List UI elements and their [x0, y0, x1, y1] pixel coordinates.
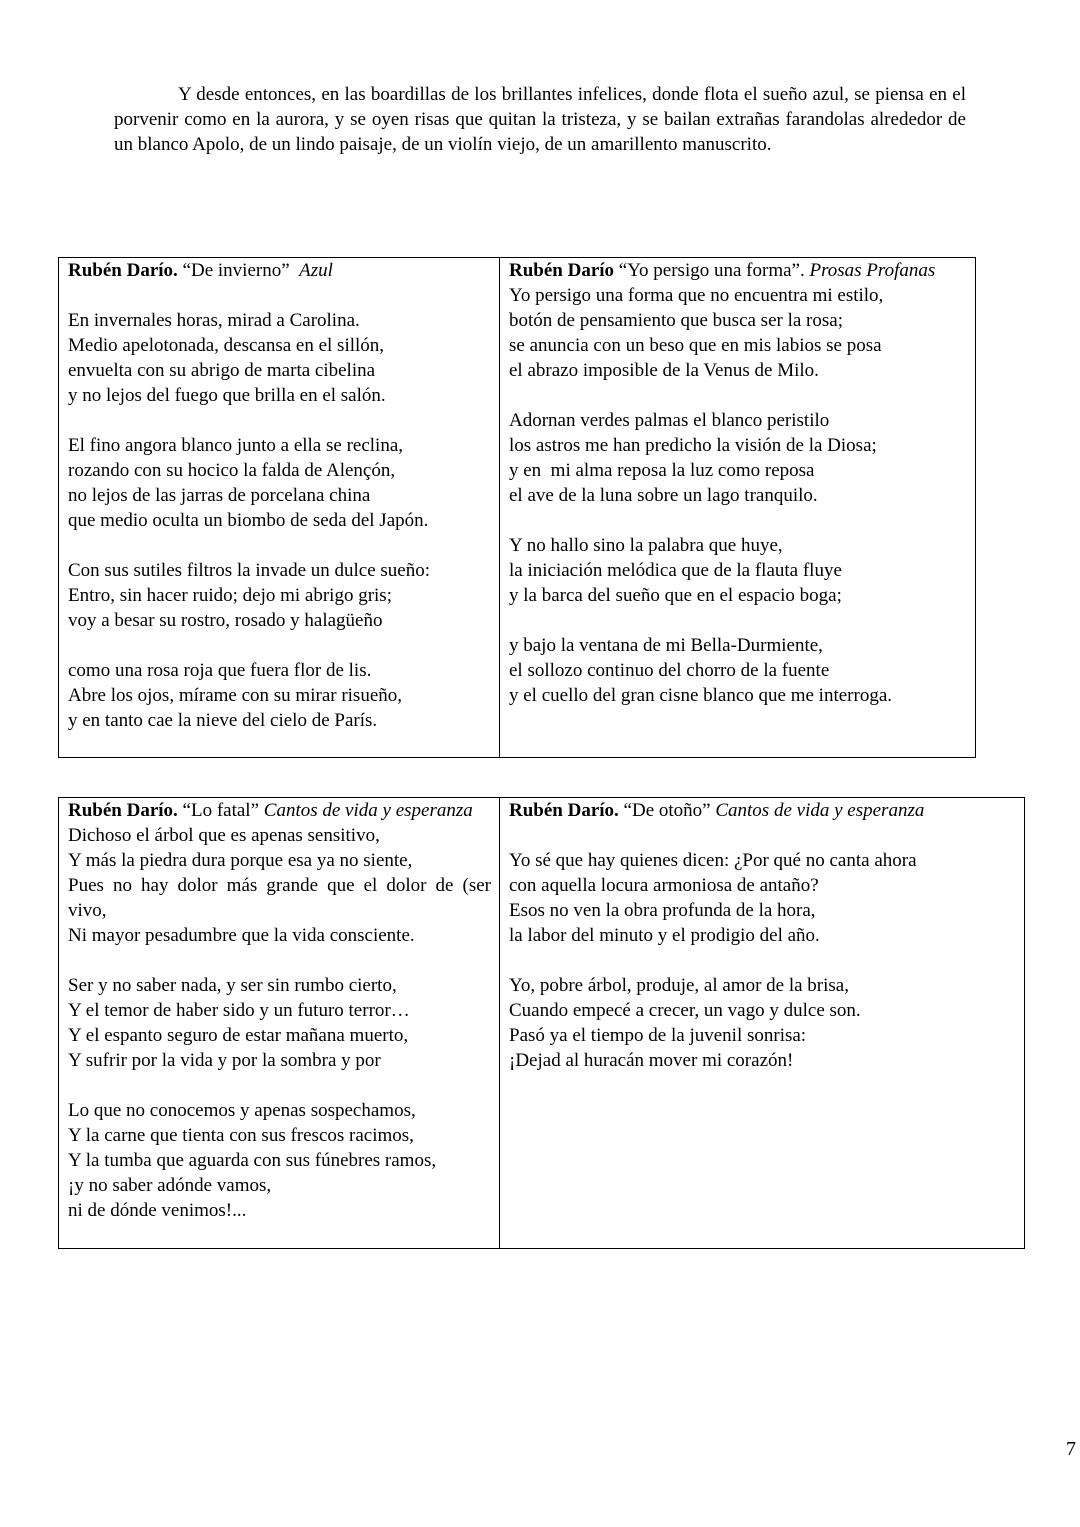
- verse-line: Adornan verdes palmas el blanco peristilo: [509, 410, 830, 431]
- verse-line: Y el temor de haber sido y un futuro terror…: [68, 1000, 410, 1021]
- verse-line: voy a besar su rostro, rosado y halagüeño: [68, 610, 383, 631]
- verse-line: El fino angora blanco junto a ella se reclina,: [68, 435, 404, 456]
- stanza: [509, 633, 967, 708]
- verse-line: Abre los ojos, mírame con su mirar risueño,: [68, 685, 403, 706]
- verse-line: Yo, pobre árbol, produje, al amor de la brisa,: [509, 975, 849, 996]
- verse-line: Yo sé que hay quienes dicen: ¿Por qué no canta ahora: [509, 850, 917, 871]
- stanza: [68, 823, 491, 948]
- stanza: [509, 533, 967, 608]
- stanza: [509, 848, 1016, 948]
- stanza: [68, 658, 491, 733]
- verse-line: rozando con su hocico la falda de Alençón,: [68, 460, 396, 481]
- verse-line: Esos no ven la obra profunda de la hora,: [509, 900, 816, 921]
- poem-heading: [509, 258, 967, 283]
- verse-line: Y la tumba que aguarda con sus fúnebres ramos,: [68, 1150, 437, 1171]
- verse-line: el abrazo imposible de la Venus de Milo.: [509, 360, 819, 381]
- poem-work: Cantos de vida y esperanza: [715, 800, 925, 821]
- poem-title: “De otoño”: [623, 800, 711, 821]
- poem-work: Prosas Profanas: [809, 260, 936, 281]
- verse-line: y el cuello del gran cisne blanco que me interroga.: [509, 685, 893, 706]
- verse-line: que medio oculta un biombo de seda del Japón.: [68, 510, 429, 531]
- verse-line: la iniciación melódica que de la flauta fluye: [509, 560, 842, 581]
- verse-line: Entro, sin hacer ruido; dejo mi abrigo gris;: [68, 585, 392, 606]
- poem-cell-lo-fatal: [59, 798, 500, 1249]
- verse-line: y en mi alma reposa la luz como reposa: [509, 460, 815, 481]
- verse-line: Y más la piedra dura porque esa ya no siente,: [68, 850, 413, 871]
- verse-line: y en tanto cae la nieve del cielo de París.: [68, 710, 378, 731]
- stanza: [68, 973, 491, 1073]
- intro-text: Y desde entonces, en las boardillas de los brillantes infelices, donde flota el sueño azul, se piensa en el porvenir como en la aurora, y se oyen risas que quitan la tristeza, y se bailan extrañas farandolas alrededor de un blanco Apolo, de un lindo paisaje, de un violín viejo, de un amarillento manuscrito.: [114, 84, 966, 155]
- poem-title: “De invierno”: [182, 260, 290, 281]
- poem-work: Azul: [299, 260, 333, 281]
- verse-line: Con sus sutiles filtros la invade un dulce sueño:: [68, 560, 431, 581]
- intro-paragraph: [114, 82, 966, 157]
- verse-line: el ave de la luna sobre un lago tranquilo.: [509, 485, 818, 506]
- verse-line: con aquella locura armoniosa de antaño?: [509, 875, 819, 896]
- verse-line: Yo persigo una forma que no encuentra mi estilo,: [509, 285, 884, 306]
- verse-line: Cuando empecé a crecer, un vago y dulce son.: [509, 1000, 861, 1021]
- poem-author: Rubén Darío.: [68, 260, 178, 281]
- verse-line: Lo que no conocemos y apenas sospechamos,: [68, 1100, 416, 1121]
- verse-line: envuelta con su abrigo de marta cibelina: [68, 360, 376, 381]
- verse-line: Y el espanto seguro de estar mañana muerto,: [68, 1025, 409, 1046]
- page-number: 7: [1066, 1438, 1076, 1460]
- verse-line: el sollozo continuo del chorro de la fuente: [509, 660, 830, 681]
- poem-author: Rubén Darío.: [509, 800, 619, 821]
- poem-heading: [68, 258, 491, 283]
- poem-cell-yo-persigo-una-forma: [500, 258, 976, 758]
- verse-line: Y la carne que tienta con sus frescos racimos,: [68, 1125, 414, 1146]
- poem-cell-de-otono: [500, 798, 1025, 1249]
- verse-line: botón de pensamiento que busca ser la rosa;: [509, 310, 843, 331]
- poem-cell-de-invierno: [59, 258, 500, 758]
- poem-author: Rubén Darío.: [68, 800, 178, 821]
- poem-work: Cantos de vida y esperanza: [263, 800, 473, 821]
- verse-line: ¡Dejad al huracán mover mi corazón!: [509, 1050, 794, 1071]
- verse-line: y no lejos del fuego que brilla en el salón.: [68, 385, 386, 406]
- poem-heading: [68, 798, 491, 823]
- stanza: [509, 408, 967, 508]
- verse-line: Pasó ya el tiempo de la juvenil sonrisa:: [509, 1025, 807, 1046]
- poem-table-1: [58, 257, 976, 758]
- verse-line: no lejos de las jarras de porcelana china: [68, 485, 371, 506]
- poem-heading: [509, 798, 1016, 823]
- verse-line: ¡y no saber adónde vamos,: [68, 1175, 272, 1196]
- verse-line: los astros me han predicho la visión de la Diosa;: [509, 435, 877, 456]
- verse-line: y bajo la ventana de mi Bella-Durmiente,: [509, 635, 823, 656]
- verse-line: Y sufrir por la vida y por la sombra y por: [68, 1050, 381, 1071]
- verse-line: y la barca del sueño que en el espacio boga;: [509, 585, 842, 606]
- verse-line: Dichoso el árbol que es apenas sensitivo,: [68, 825, 380, 846]
- verse-line: Pues no hay dolor más grande que el dolor de (ser vivo,: [68, 875, 491, 921]
- verse-line: En invernales horas, mirad a Carolina.: [68, 310, 360, 331]
- verse-line: se anuncia con un beso que en mis labios se posa: [509, 335, 882, 356]
- stanza: [68, 558, 491, 633]
- verse-line: como una rosa roja que fuera flor de lis.: [68, 660, 372, 681]
- verse-line: Ni mayor pesadumbre que la vida consciente.: [68, 925, 415, 946]
- poem-title: “Yo persigo una forma”.: [618, 260, 805, 281]
- verse-line: ni de dónde venimos!...: [68, 1200, 247, 1221]
- verse-line: Ser y no saber nada, y ser sin rumbo cierto,: [68, 975, 397, 996]
- poem-author: Rubén Darío: [509, 260, 615, 281]
- stanza: [509, 973, 1016, 1073]
- poem-table-2: [58, 797, 1025, 1249]
- stanza: [68, 1098, 491, 1223]
- stanza: [509, 283, 967, 383]
- stanza: [68, 433, 491, 533]
- verse-line: la labor del minuto y el prodigio del año.: [509, 925, 820, 946]
- stanza: [68, 308, 491, 408]
- verse-line: Medio apelotonada, descansa en el sillón,: [68, 335, 385, 356]
- poem-title: “Lo fatal”: [182, 800, 260, 821]
- verse-line: Y no hallo sino la palabra que huye,: [509, 535, 783, 556]
